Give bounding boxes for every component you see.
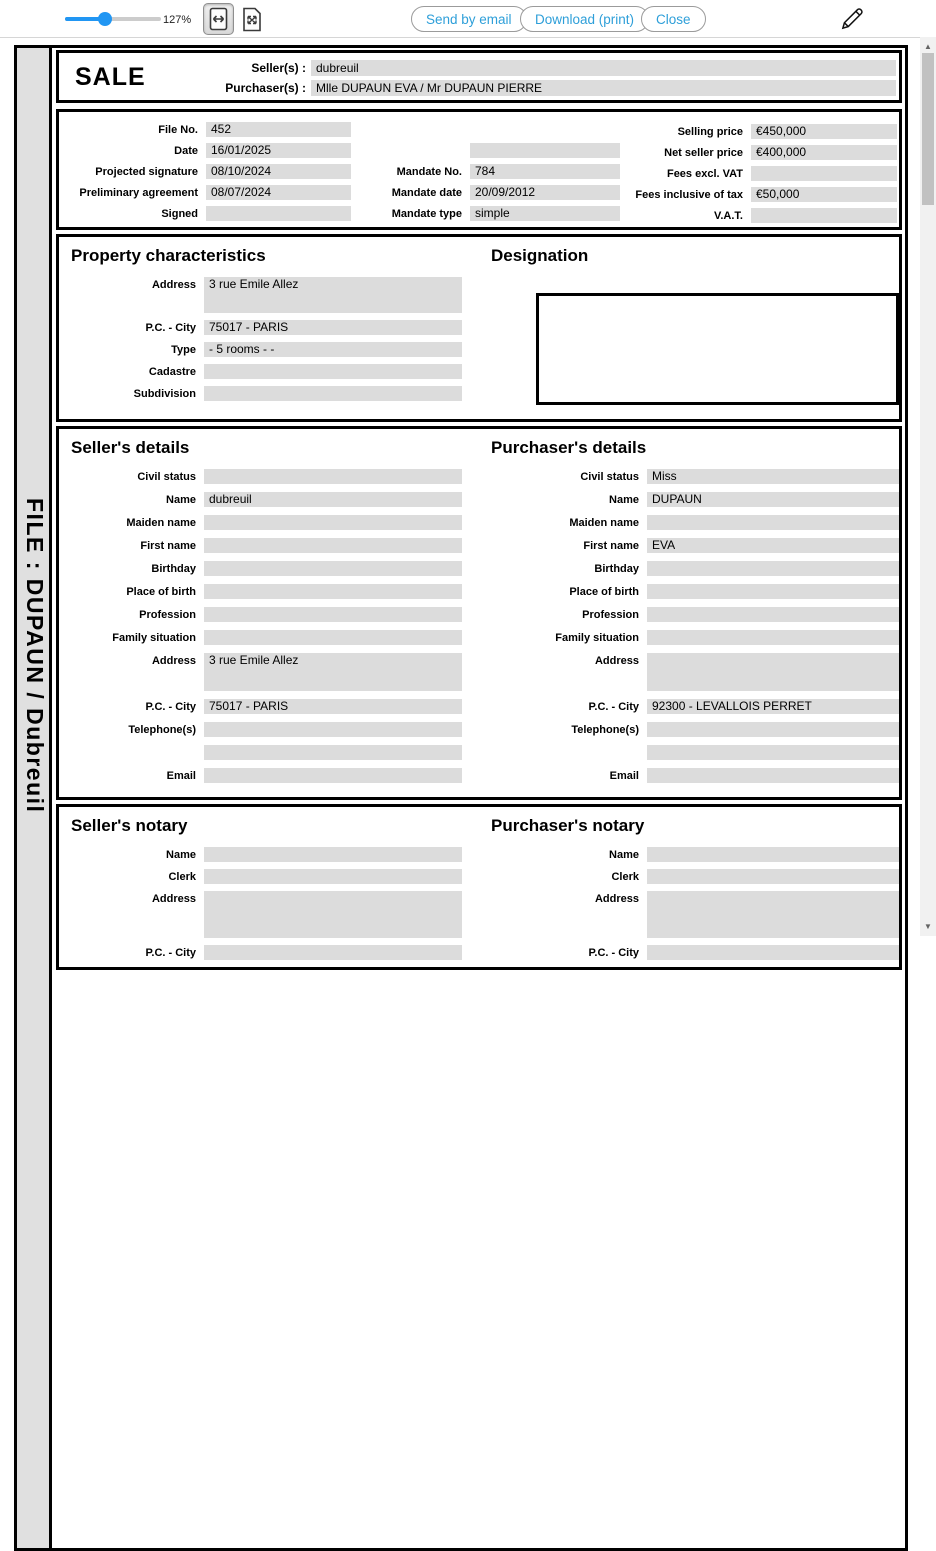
field-value[interactable] [204, 515, 462, 530]
field-value[interactable]: simple [470, 206, 620, 221]
purchasers-label: Purchaser(s) : [225, 81, 306, 95]
section-notaries [56, 804, 902, 970]
field-label: Birthday [151, 563, 196, 575]
scroll-up-arrow-icon[interactable]: ▲ [924, 42, 932, 51]
form-row [479, 492, 899, 507]
field-label: Projected signature [95, 166, 198, 178]
purchasers-row [209, 80, 896, 96]
form-row [360, 206, 620, 221]
field-label: Address [151, 893, 196, 905]
field-label: Name [166, 849, 196, 861]
field-label: Family situation [555, 632, 639, 644]
field-value[interactable] [751, 208, 897, 223]
field-label: Selling price [677, 126, 743, 138]
field-label: Mandate type [391, 208, 462, 220]
field-value[interactable]: 08/10/2024 [206, 164, 351, 179]
field-value[interactable] [204, 607, 462, 622]
purchaser-notary-half [479, 807, 899, 967]
seller-details-title: Seller's details [71, 438, 190, 457]
field-value[interactable] [647, 607, 899, 622]
field-value[interactable]: Miss [647, 469, 899, 484]
toolbar [0, 0, 936, 38]
field-label: Profession [139, 609, 196, 621]
form-row [479, 538, 899, 553]
field-value[interactable] [204, 584, 462, 599]
field-label: Family situation [112, 632, 196, 644]
field-value[interactable] [204, 891, 462, 938]
purchasers-value-field[interactable]: Mlle DUPAUN EVA / Mr DUPAUN PIERRE [311, 80, 896, 96]
field-label: Fees excl. VAT [666, 168, 743, 180]
document-page [14, 45, 908, 1551]
form-row [59, 320, 479, 335]
field-value[interactable] [204, 386, 462, 401]
form-row [479, 607, 899, 622]
field-label: First name [140, 540, 196, 552]
file-sidebar-label: FILE : DUPAUN / Dubreuil [22, 498, 48, 814]
form-row [479, 891, 899, 938]
form-row [61, 164, 351, 179]
property-characteristics-half [59, 237, 479, 419]
fit-page-icon [242, 7, 262, 32]
form-row [479, 469, 899, 484]
field-value[interactable]: 20/09/2012 [470, 185, 620, 200]
form-row [360, 143, 620, 158]
field-value[interactable] [647, 515, 899, 530]
field-label: Birthday [594, 563, 639, 575]
purchaser-details-title: Purchaser's details [491, 438, 647, 457]
form-row [360, 164, 620, 179]
field-value[interactable]: 784 [470, 164, 620, 179]
form-row [479, 869, 899, 884]
form-row [479, 630, 899, 645]
download-print-button[interactable]: Download (print) [520, 6, 649, 32]
field-label: Name [609, 494, 639, 506]
seller-details-rows [59, 469, 479, 783]
form-row [59, 277, 479, 313]
field-value[interactable] [204, 768, 462, 783]
price-column [611, 124, 897, 229]
form-row [611, 145, 897, 160]
field-value[interactable] [647, 630, 899, 645]
form-row [59, 699, 479, 714]
field-label: Name [609, 849, 639, 861]
sellers-row [209, 60, 896, 76]
field-value[interactable] [204, 722, 462, 737]
field-value[interactable] [647, 745, 899, 760]
field-label: Date [174, 145, 198, 157]
form-row [479, 699, 899, 714]
zoom-slider[interactable] [65, 12, 161, 26]
form-row [61, 206, 351, 221]
field-value[interactable] [204, 869, 462, 884]
field-label: Fees inclusive of tax [635, 189, 743, 201]
field-label: Civil status [137, 471, 196, 483]
form-row [59, 515, 479, 530]
field-value[interactable] [647, 561, 899, 576]
field-value[interactable] [470, 143, 620, 158]
field-label: P.C. - City [588, 947, 639, 959]
field-value[interactable] [204, 561, 462, 576]
form-row [59, 745, 479, 760]
form-row [59, 584, 479, 599]
scrollbar-thumb[interactable] [922, 53, 934, 205]
field-label: Profession [582, 609, 639, 621]
fit-width-icon [209, 7, 228, 31]
form-row [59, 653, 479, 691]
scroll-down-arrow-icon[interactable]: ▼ [924, 922, 932, 931]
field-value[interactable] [647, 584, 899, 599]
form-row [479, 653, 899, 691]
fit-width-button[interactable] [203, 3, 234, 35]
fit-page-button[interactable] [239, 4, 265, 34]
field-value[interactable] [647, 945, 899, 960]
form-row [59, 386, 479, 401]
file-sidebar [17, 48, 52, 1548]
field-label: Clerk [611, 871, 639, 883]
purchaser-details-half [479, 429, 899, 791]
designation-title: Designation [491, 246, 589, 265]
field-label: Address [151, 655, 196, 667]
form-row [59, 945, 479, 960]
close-button[interactable]: Close [641, 6, 706, 32]
purchaser-notary-title: Purchaser's notary [491, 816, 645, 835]
field-value[interactable] [204, 945, 462, 960]
mandate-column [360, 143, 620, 227]
field-value[interactable] [647, 847, 899, 862]
field-value[interactable] [204, 847, 462, 862]
form-row [611, 208, 897, 223]
form-row [479, 561, 899, 576]
field-value[interactable]: EVA [647, 538, 899, 553]
field-label: Type [171, 344, 196, 356]
field-value[interactable] [647, 653, 899, 691]
form-row [611, 166, 897, 181]
field-value[interactable] [647, 891, 899, 938]
property-rows [59, 277, 479, 401]
designation-box[interactable] [536, 293, 899, 405]
section-parties-details [56, 426, 902, 800]
designation-half [479, 237, 899, 419]
form-row [479, 847, 899, 862]
field-label [360, 143, 470, 158]
file-info-column [61, 122, 351, 227]
field-label: Maiden name [569, 517, 639, 529]
form-row [61, 185, 351, 200]
field-value[interactable] [751, 166, 897, 181]
property-characteristics-title: Property characteristics [71, 246, 266, 265]
seller-notary-half [59, 807, 479, 967]
field-value[interactable] [647, 768, 899, 783]
field-label: Net seller price [664, 147, 743, 159]
field-label: Telephone(s) [128, 724, 196, 736]
form-row [479, 584, 899, 599]
field-label: Address [151, 279, 196, 291]
field-value[interactable]: 75017 - PARIS [204, 320, 462, 335]
field-value[interactable] [647, 722, 899, 737]
field-value[interactable]: 3 rue Emile Allez [204, 277, 462, 313]
field-label: P.C. - City [145, 322, 196, 334]
form-row [479, 745, 899, 760]
field-value[interactable]: - 5 rooms - - [204, 342, 462, 357]
field-label: Signed [161, 208, 198, 220]
field-label: Name [166, 494, 196, 506]
section-file-info [56, 109, 902, 230]
field-label: Preliminary agreement [79, 187, 198, 199]
field-label: File No. [158, 124, 198, 136]
field-value[interactable]: €450,000 [751, 124, 897, 139]
form-row [59, 847, 479, 862]
send-by-email-button[interactable]: Send by email [411, 6, 527, 32]
field-label: Telephone(s) [571, 724, 639, 736]
form-row [61, 122, 351, 137]
form-row [59, 869, 479, 884]
document-viewport [0, 38, 920, 959]
seller-notary-rows [59, 847, 479, 960]
field-label [59, 745, 204, 760]
seller-details-half [59, 429, 479, 791]
field-label: Email [609, 770, 639, 782]
field-value[interactable]: 16/01/2025 [206, 143, 351, 158]
field-value[interactable] [206, 206, 351, 221]
seller-notary-title: Seller's notary [71, 816, 188, 835]
field-value[interactable]: DUPAUN [647, 492, 899, 507]
form-row [59, 768, 479, 783]
form-row [59, 538, 479, 553]
sellers-value-field[interactable]: dubreuil [311, 60, 896, 76]
field-label: Email [166, 770, 196, 782]
field-label: Subdivision [133, 388, 196, 400]
form-row [611, 124, 897, 139]
field-label: Place of birth [126, 586, 196, 598]
field-label: Address [594, 655, 639, 667]
form-row [59, 607, 479, 622]
zoom-percent-label: 127% [163, 14, 192, 26]
form-row [59, 561, 479, 576]
field-value[interactable] [204, 364, 462, 379]
section-sale-header [56, 50, 902, 103]
field-value[interactable]: 92300 - LEVALLOIS PERRET [647, 699, 899, 714]
field-label: First name [583, 540, 639, 552]
form-row [360, 185, 620, 200]
field-value[interactable]: 08/07/2024 [206, 185, 351, 200]
field-value[interactable]: €400,000 [751, 145, 897, 160]
field-label: Clerk [168, 871, 196, 883]
form-row [59, 891, 479, 938]
field-label: Mandate No. [396, 166, 462, 178]
form-row [59, 364, 479, 379]
field-value[interactable] [204, 630, 462, 645]
field-label: P.C. - City [588, 701, 639, 713]
form-row [59, 630, 479, 645]
field-label [479, 745, 647, 760]
form-row [611, 187, 897, 202]
purchaser-notary-rows [479, 847, 899, 960]
form-row [479, 768, 899, 783]
form-row [61, 143, 351, 158]
field-label: P.C. - City [145, 947, 196, 959]
field-value[interactable] [204, 538, 462, 553]
sale-title: SALE [75, 63, 146, 91]
purchaser-details-rows [479, 469, 899, 783]
field-value[interactable] [204, 745, 462, 760]
form-row [59, 469, 479, 484]
form-row [479, 945, 899, 960]
field-value[interactable]: 452 [206, 122, 351, 137]
field-value[interactable]: 75017 - PARIS [204, 699, 462, 714]
document-content [52, 48, 905, 1548]
form-row [59, 722, 479, 737]
header-rows [209, 53, 899, 100]
field-label: P.C. - City [145, 701, 196, 713]
sellers-label: Seller(s) : [251, 61, 306, 75]
form-row [59, 492, 479, 507]
field-label: Mandate date [391, 187, 462, 199]
field-value[interactable]: dubreuil [204, 492, 462, 507]
form-row [59, 342, 479, 357]
field-label: Cadastre [148, 366, 196, 378]
section-property-designation [56, 234, 902, 422]
field-label: Maiden name [126, 517, 196, 529]
zoom-slider-thumb[interactable] [98, 12, 112, 26]
field-value[interactable]: 3 rue Emile Allez [204, 653, 462, 691]
field-label: Address [594, 893, 639, 905]
form-row [479, 515, 899, 530]
form-row [479, 722, 899, 737]
field-label: V.A.T. [714, 210, 743, 222]
field-value[interactable] [204, 469, 462, 484]
field-label: Place of birth [569, 586, 639, 598]
field-label: Civil status [580, 471, 639, 483]
vertical-scrollbar[interactable] [920, 37, 936, 936]
pencil-edit-icon[interactable] [838, 5, 866, 33]
field-value[interactable] [647, 869, 899, 884]
field-value[interactable]: €50,000 [751, 187, 897, 202]
